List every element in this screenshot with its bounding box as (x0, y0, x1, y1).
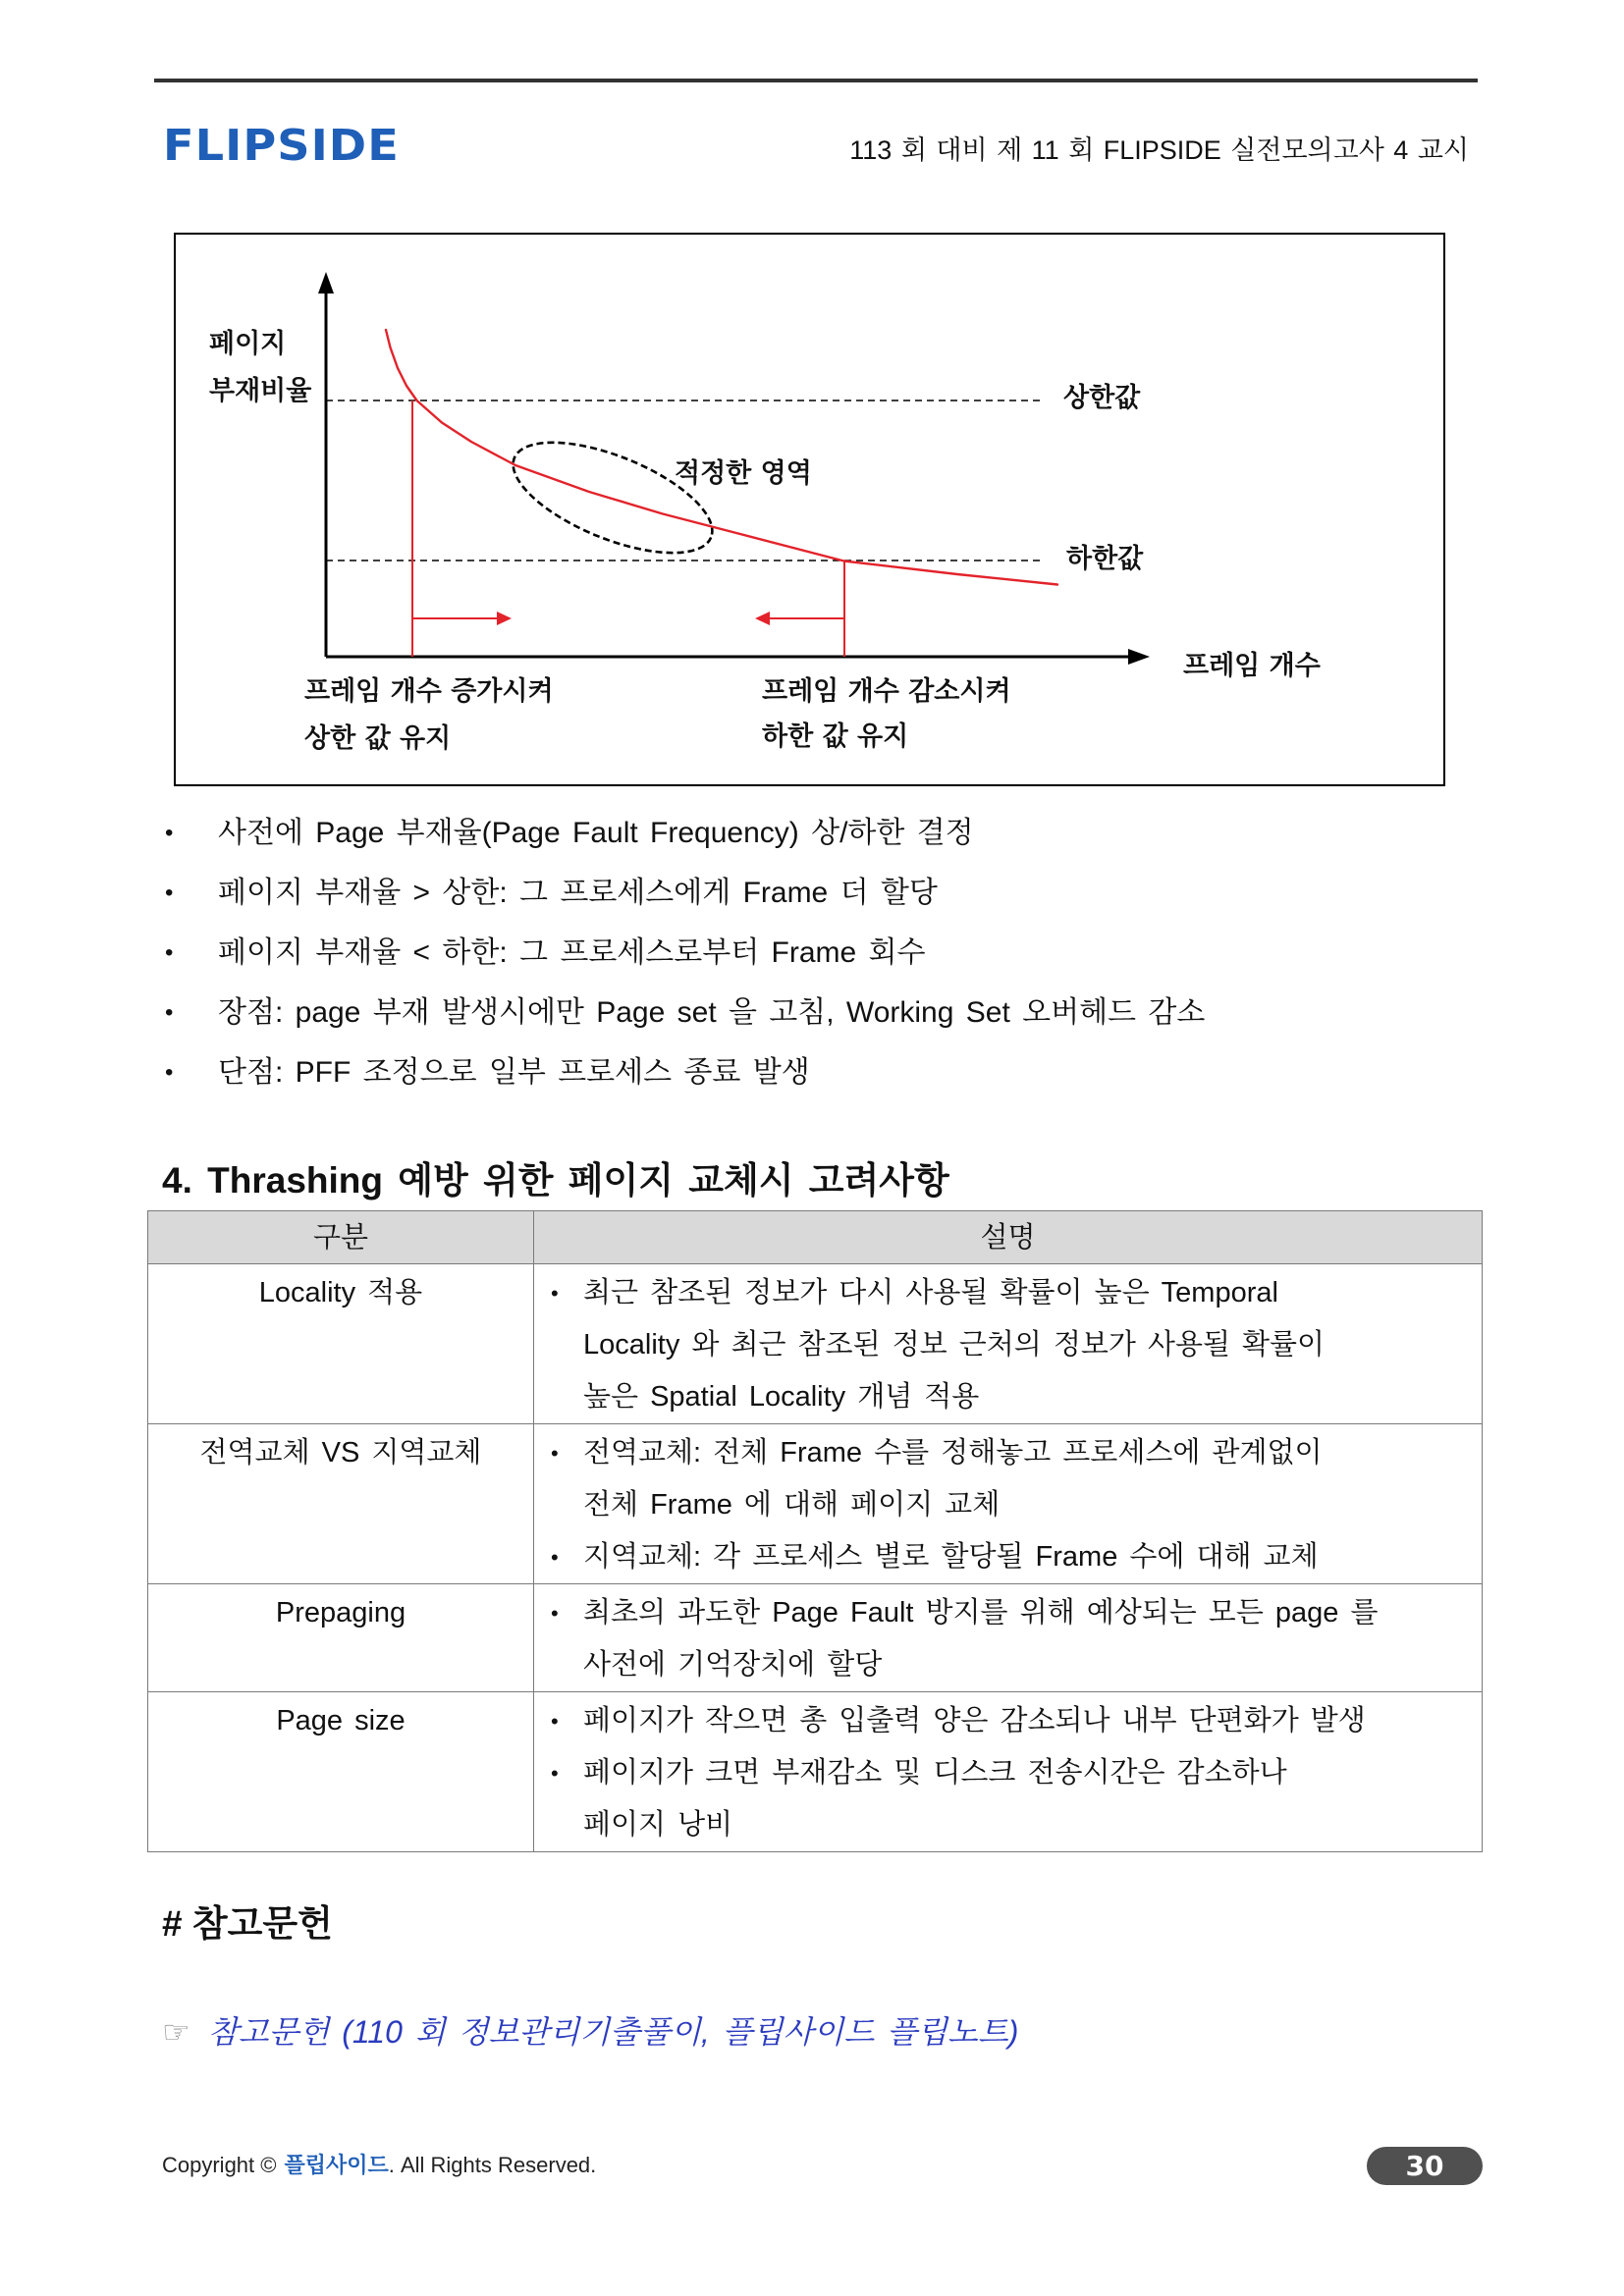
description-line: 사전에 기억장치에 할당 (583, 1649, 883, 1681)
row-description (534, 1424, 1483, 1584)
list-item: • 장점: page 부재 발생시에만 Page set 을 고침, Working Set 오버헤드 감소 (162, 983, 1205, 1042)
copyright-suffix: . All Rights Reserved. (388, 2153, 597, 2177)
row-category: Locality 적용 (148, 1264, 534, 1424)
description-line: 높은 Spatial Locality 개념 적용 (583, 1381, 980, 1413)
description-bullet (551, 1427, 1472, 1531)
description-line: • 전역교체: 전체 Frame 수를 정해놓고 프로세스에 관계없이 (583, 1437, 1323, 1468)
row-description (534, 1584, 1483, 1692)
table-header (148, 1211, 1483, 1264)
description-line: • 최근 참조된 정보가 다시 사용될 확률이 높은 Temporal (583, 1277, 1278, 1308)
reference-link[interactable]: 참고문헌 (110 회 정보관리기출풀이, 플립사이드 플립노트) (207, 2014, 1019, 2050)
y-axis-label-line1: 페이지 (209, 329, 287, 359)
x-axis-label: 프레임 개수 (1183, 651, 1321, 681)
left-note-line2: 상한 값 유지 (304, 723, 452, 754)
section-heading: 4. Thrashing 예방 위한 페이지 교체시 고려사항 (162, 1160, 949, 1201)
list-item: • 사전에 Page 부재율(Page Fault Frequency) 상/하한 결정 (162, 803, 1205, 863)
page-number-badge: 30 (1367, 2147, 1483, 2185)
list-item: • 페이지 부재율 < 하한: 그 프로세스로부터 Frame 회수 (162, 923, 1205, 983)
increase-frames-arrowhead (497, 612, 512, 625)
copyright-prefix: Copyright © (162, 2153, 277, 2177)
description-bullet (551, 1695, 1472, 1747)
header-rule (154, 79, 1478, 82)
table-row (148, 1584, 1483, 1692)
row-description (534, 1692, 1483, 1852)
y-axis-label-line2: 부재비율 (209, 376, 312, 406)
left-note-line1: 프레임 개수 증가시켜 (304, 676, 554, 707)
description-bullet (551, 1267, 1472, 1423)
table-row (148, 1264, 1483, 1424)
right-note-line1: 프레임 개수 감소시켜 (762, 676, 1011, 707)
page-fault-rate-curve (386, 330, 1057, 585)
copyright-brand: 플립사이드 (284, 2153, 389, 2177)
optimal-region-label: 적정한 영역 (675, 458, 812, 489)
description-bullet (551, 1531, 1472, 1583)
footer-copyright (162, 2152, 596, 2179)
pointing-hand-icon: ☞ (162, 2014, 190, 2050)
row-category: Page size (148, 1692, 534, 1852)
upper-bound-label: 상한값 (1063, 383, 1141, 413)
page-fault-frequency-diagram (176, 235, 1443, 784)
table-body (148, 1264, 1483, 1852)
description-line: • 페이지가 작으면 총 입출력 양은 감소되나 내부 단편화가 발생 (583, 1705, 1366, 1736)
header-description: 설명 (534, 1211, 1483, 1264)
thrashing-considerations-table (147, 1210, 1483, 1852)
row-description (534, 1264, 1483, 1424)
page-fault-frequency-figure (174, 233, 1445, 786)
list-item: • 단점: PFF 조정으로 일부 프로세스 종료 발생 (162, 1042, 1205, 1102)
table-row (148, 1692, 1483, 1852)
list-item: • 페이지 부재율 > 상한: 그 프로세스에게 Frame 더 할당 (162, 863, 1205, 923)
table-row (148, 1424, 1483, 1584)
pff-notes-list (162, 803, 1205, 1102)
description-bullet (551, 1587, 1472, 1691)
lower-bound-label: 하한값 (1066, 544, 1144, 574)
x-axis-arrowhead (1128, 649, 1150, 665)
exam-title: 113 회 대비 제 11 회 FLIPSIDE 실전모의고사 4 교시 (849, 135, 1469, 165)
references-heading: # 참고문헌 (162, 1903, 333, 1944)
description-bullet (551, 1747, 1472, 1851)
description-line: 페이지 낭비 (583, 1809, 733, 1841)
decrease-frames-arrowhead (755, 612, 770, 625)
row-category: Prepaging (148, 1584, 534, 1692)
header-category: 구분 (148, 1211, 534, 1264)
flipside-logo: FLIPSIDE (163, 121, 400, 171)
reference-entry (162, 2012, 1018, 2052)
description-line: • 최초의 과도한 Page Fault 방지를 위해 예상되는 모든 page 를 (583, 1597, 1379, 1629)
row-category: 전역교체 VS 지역교체 (148, 1424, 534, 1584)
description-line: Locality 와 최근 참조된 정보 근처의 정보가 사용될 확률이 (583, 1329, 1326, 1361)
y-axis-arrowhead (318, 272, 334, 294)
description-line: • 지역교체: 각 프로세스 별로 할당될 Frame 수에 대해 교체 (583, 1541, 1319, 1573)
description-line: • 페이지가 크면 부재감소 및 디스크 전송시간은 감소하나 (583, 1757, 1287, 1789)
right-note-line2: 하한 값 유지 (762, 721, 909, 752)
table-header-row (148, 1211, 1483, 1264)
description-line: 전체 Frame 에 대해 페이지 교체 (583, 1489, 1001, 1521)
